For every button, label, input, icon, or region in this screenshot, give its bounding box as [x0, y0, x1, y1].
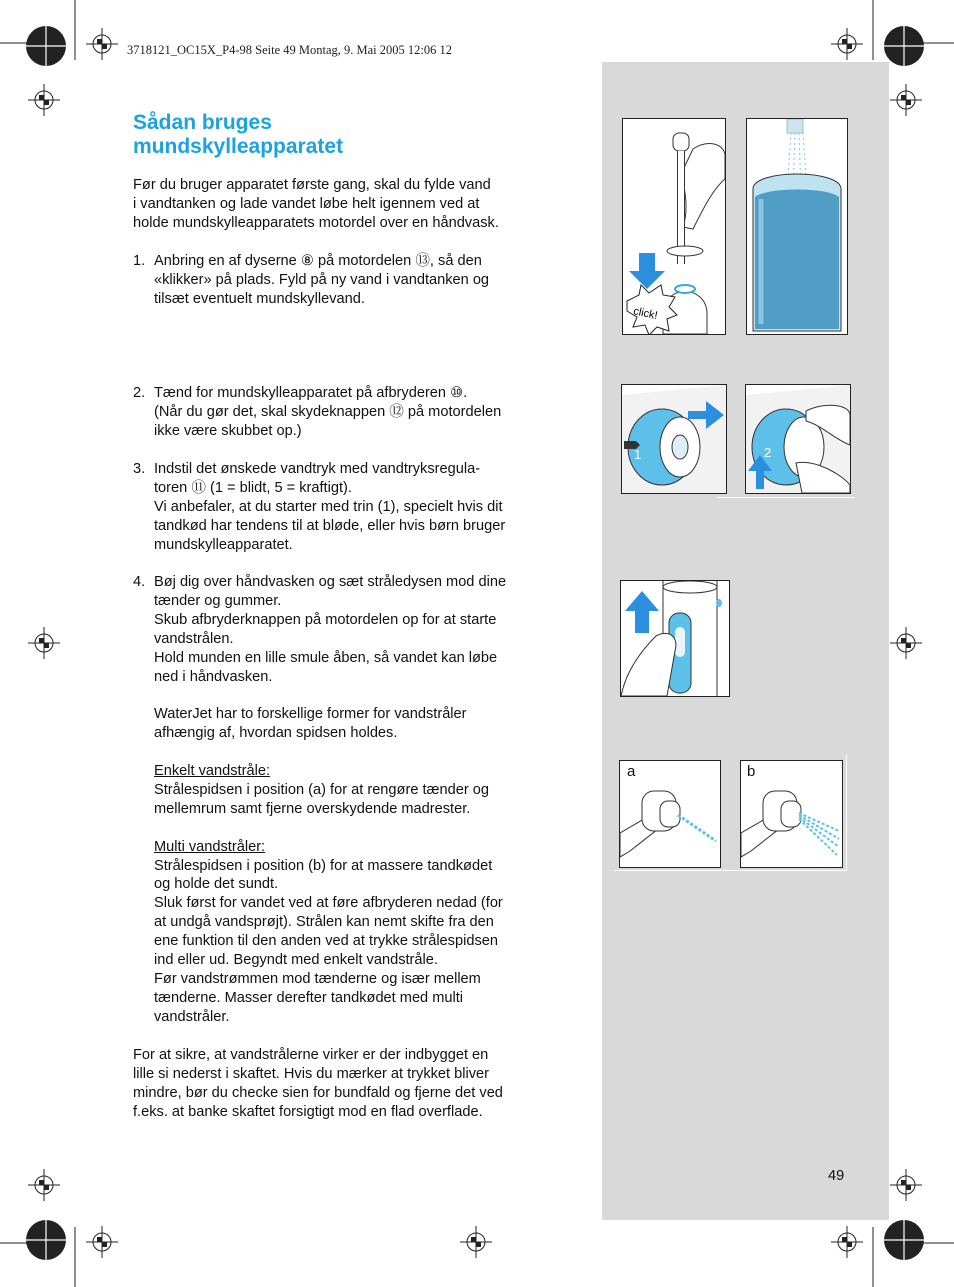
step-2 — [133, 384, 563, 441]
text-line: toren ⑪ (1 = blidt, 5 = kraftigt). — [154, 479, 352, 496]
figure-switch-on — [621, 384, 727, 494]
figure-pressure-dial — [745, 384, 851, 494]
text-line: vandstråler. — [154, 1008, 230, 1025]
label-b: b — [747, 763, 756, 780]
text-line: For at sikre, at vandstrålerne virker er der indbygget en — [133, 1047, 489, 1063]
closing-paragraph — [133, 1046, 553, 1122]
title-line-2: mundskylleapparatet — [133, 135, 344, 158]
title-line-1: Sådan bruges — [133, 111, 272, 134]
text-line: tilsæt eventuelt mundskyllevand. — [154, 290, 365, 307]
step-number: 1. — [133, 253, 146, 269]
single-jet-heading: Enkelt vandstråle: — [154, 763, 271, 780]
step-3 — [133, 460, 563, 555]
label-a: a — [627, 763, 636, 780]
text-line: ned i håndvasken. — [154, 668, 273, 685]
divider — [614, 870, 847, 871]
figure-fill-tank — [746, 118, 848, 335]
figure-attach-nozzle — [622, 118, 726, 335]
text-line: afhængig af, hvordan spidsen holdes. — [154, 725, 398, 742]
text-line: Hold munden en lille smule åben, så vandet kan løbe — [154, 649, 498, 666]
step-4 — [133, 573, 563, 1027]
text-line: f.eks. at banke skaftet forsigtigt mod en flad overflade. — [133, 1103, 483, 1120]
text-line: og holde det sundt. — [154, 876, 279, 893]
text-line — [154, 686, 563, 705]
text-line: at undgå vandsprøjt). Strålen kan nemt skifte fra den — [154, 914, 494, 931]
text-line: «klikker» på plads. Fyld på ny vand i vandtanken og — [154, 271, 490, 288]
step-number: 4. — [133, 574, 146, 590]
text-line: Tænd for mundskylleapparatet på afbryderen ⑩. — [154, 385, 468, 401]
figure-multi-jet — [740, 760, 843, 868]
figure-slide-switch — [620, 580, 730, 697]
text-line: Før vandstrømmen mod tænderne og især mellem — [154, 970, 481, 987]
text-line: ikke være skubbet op.) — [154, 422, 302, 439]
text-line: tænder og gummer. — [154, 592, 282, 609]
text-line: ene funktion til den anden ved at trykke strålespidsen — [154, 933, 498, 950]
text-line: mellemrum samt fjerne overskydende madrester. — [154, 800, 471, 817]
text-line: Strålespidsen i position (b) for at massere tandkødet — [154, 857, 493, 874]
page-number: 49 — [828, 1168, 845, 1184]
text-line: Vi anbefaler, at du starter med trin (1), specielt hvis dit — [154, 498, 503, 515]
text-line: mindre, bør du checke sien for bundfald og fjerne det ved — [133, 1084, 503, 1101]
text-line: Før du bruger apparatet første gang, skal du fylde vand — [133, 177, 491, 193]
text-line: Indstil det ønskede vandtryk med vandtryksregula- — [154, 461, 481, 477]
step-1 — [133, 252, 563, 309]
step-number: 3. — [133, 461, 146, 477]
text-line: WaterJet har to forskellige former for vandstråler — [154, 706, 467, 723]
divider — [846, 755, 847, 871]
text-line: tandkød har tendens til at bløde, eller hvis børn bruger — [154, 517, 506, 534]
intro-paragraph — [133, 176, 553, 233]
print-slug: 3718121_OC15X_P4-98 Seite 49 Montag, 9. Mai 2005 12:06 12 — [127, 43, 452, 57]
text-line: (Når du gør det, skal skydeknappen ⑫ på motordelen — [154, 403, 502, 420]
text-line: tænderne. Masser derefter tandkødet med multi — [154, 989, 464, 1006]
text-line: Skub afbryderknappen på motordelen op for at starte — [154, 611, 497, 628]
page-title — [133, 111, 343, 159]
text-line: Sluk først for vandet ved at føre afbryderen nedad (for — [154, 895, 503, 912]
text-line: Bøj dig over håndvasken og sæt stråledysen mod dine — [154, 574, 507, 590]
dial-number-2: 2 — [764, 445, 772, 460]
figure-single-jet — [619, 760, 721, 868]
text-line: lille si nederst i skaftet. Hvis du mærker at trykket bliver — [133, 1065, 490, 1082]
text-line: holde mundskylleapparatets motordel over en håndvask. — [133, 214, 499, 231]
text-line: Strålespidsen i position (a) for at rengøre tænder og — [154, 781, 490, 798]
step-number: 2. — [133, 385, 146, 401]
text-line: i vandtanken og lade vandet løbe helt igennem ved at — [133, 195, 480, 212]
text-line — [154, 819, 563, 838]
text-line: vandstrålen. — [154, 630, 234, 647]
text-line: mundskylleapparatet. — [154, 536, 293, 553]
click-label: click! — [632, 305, 659, 323]
dial-number-1: 1 — [634, 447, 642, 462]
multi-jet-heading: Multi vandstråler: — [154, 838, 266, 855]
text-line: Anbring en af dyserne ⑧ på motordelen ⑬, så den — [154, 253, 482, 269]
divider — [717, 497, 854, 498]
text-line — [154, 743, 563, 762]
text-line: ind eller ud. Begyndt med enkelt vandstråle. — [154, 952, 438, 969]
